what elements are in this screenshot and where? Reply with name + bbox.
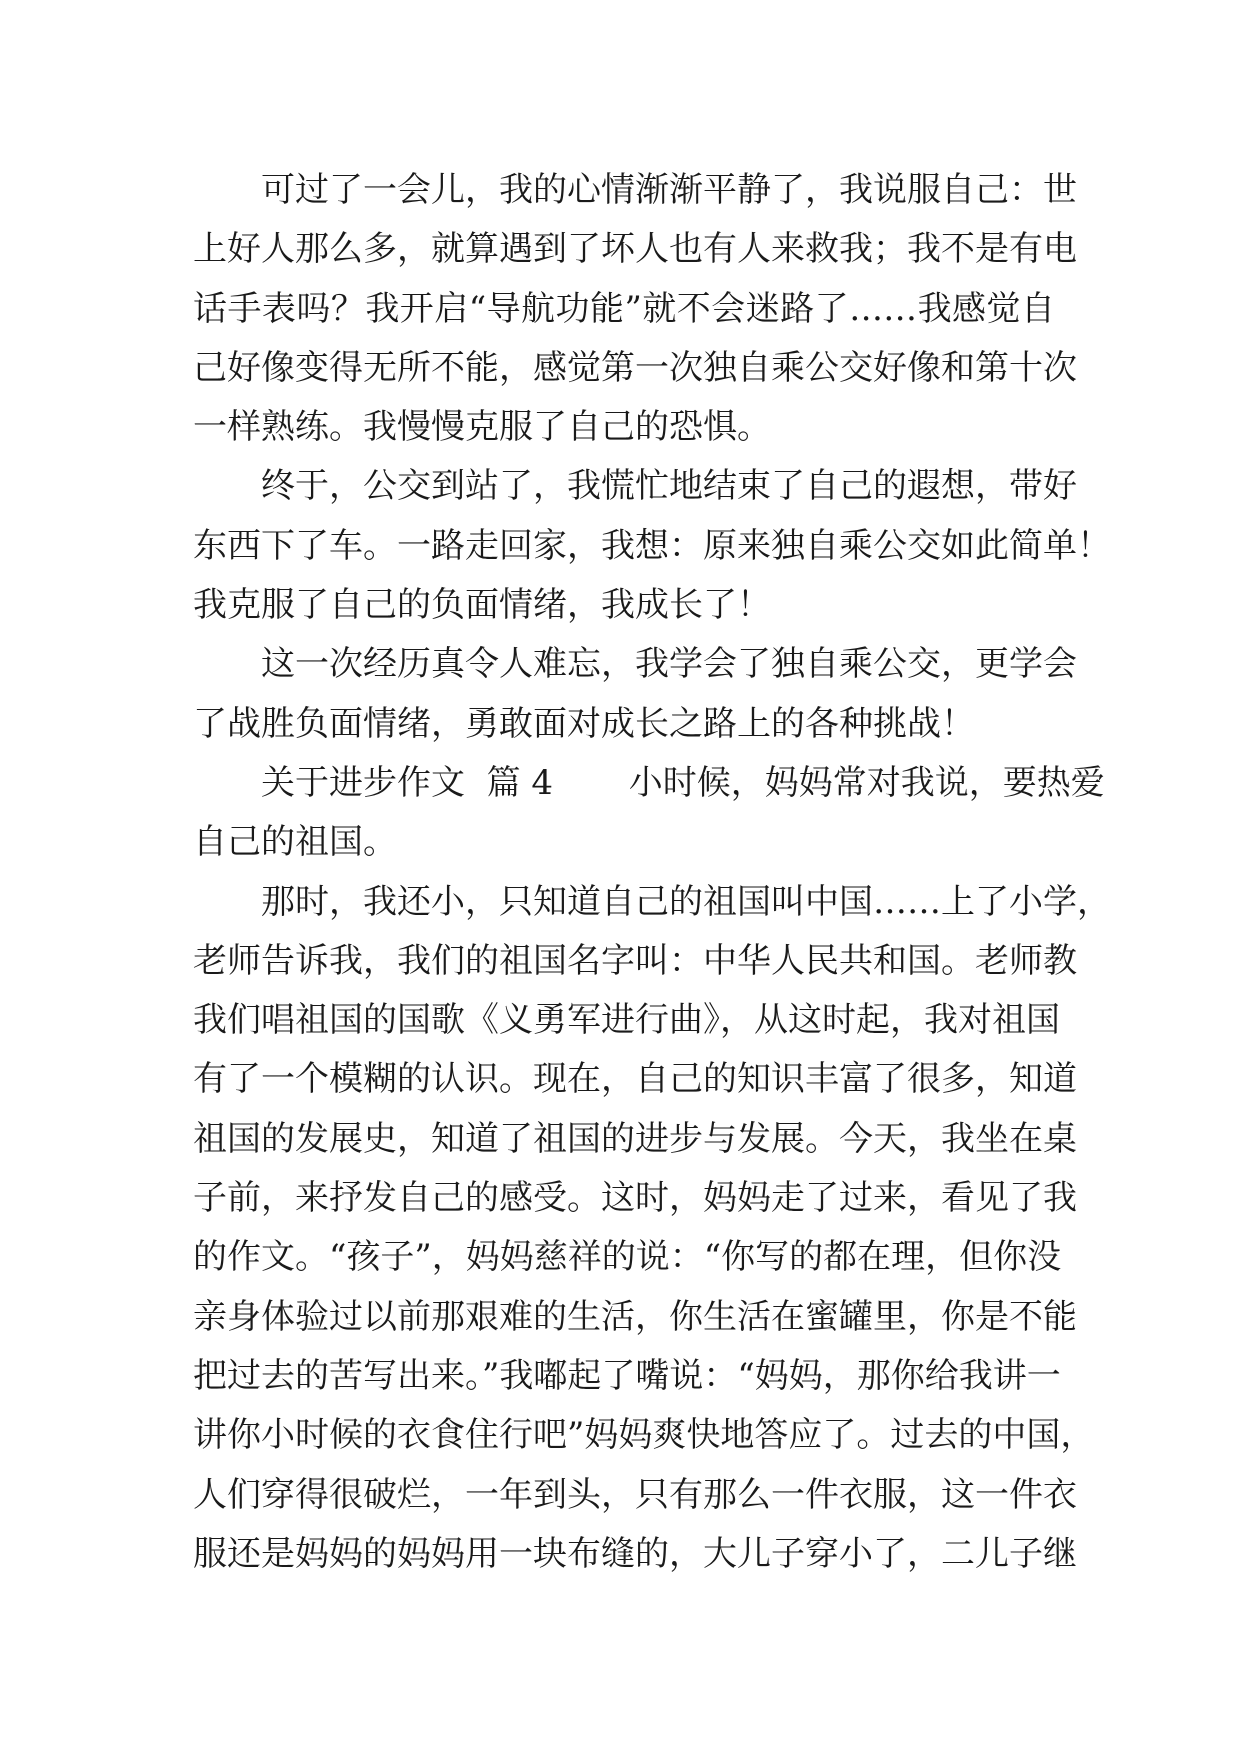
text-line: 关于进步作文 篇 4 小时候，妈妈常对我说，要热爱: [261, 762, 1105, 803]
text-line: 子前，来抒发自己的感受。这时，妈妈走了过来，看见了我: [193, 1178, 1077, 1219]
text-line: 一样熟练。我慢慢克服了自己的恐惧。: [193, 407, 771, 448]
text-line: 可过了一会儿，我的心情渐渐平静了，我说服自己：世: [261, 170, 1077, 210]
text-line: 服还是妈妈的妈妈用一块布缝的，大儿子穿小了，二儿子继: [193, 1533, 1077, 1574]
paragraph: [193, 161, 1077, 457]
paragraph: [193, 635, 1077, 754]
text-line: 的作文。“孩子”，妈妈慈祥的说：“你写的都在理，但你没: [193, 1237, 1062, 1278]
text-line: 己好像变得无所不能，感觉第一次独自乘公交好像和第十次: [193, 347, 1077, 388]
text-line: 这一次经历真令人难忘，我学会了独自乘公交，更学会: [261, 644, 1077, 685]
text-line: 人们穿得很破烂，一年到头，只有那么一件衣服，这一件衣: [193, 1474, 1077, 1515]
paragraph: [193, 873, 1111, 1585]
text-line: 话手表吗？我开启“导航功能”就不会迷路了……我感觉自: [193, 288, 1055, 329]
text-line: 自己的祖国。: [193, 822, 397, 863]
text-line: 祖国的发展史，知道了祖国的进步与发展。今天，我坐在桌: [193, 1118, 1077, 1159]
text-line: 了战胜负面情绪，勇敢面对成长之路上的各种挑战！: [193, 703, 975, 744]
section-heading-paragraph: [193, 754, 1105, 873]
text-line: 把过去的苦写出来。”我嘟起了嘴说：“妈妈，那你给我讲一: [193, 1355, 1061, 1396]
text-line: 有了一个模糊的认识。现在，自己的知识丰富了很多，知道: [193, 1059, 1077, 1100]
text-line: 讲你小时候的衣食住行吧”妈妈爽快地答应了。过去的中国，: [193, 1415, 1095, 1456]
text-line: 上好人那么多，就算遇到了坏人也有人来救我；我不是有电: [193, 229, 1077, 270]
text-line: 老师告诉我，我们的祖国名字叫：中华人民共和国。老师教: [193, 940, 1077, 981]
text-line: 东西下了车。一路走回家，我想：原来独自乘公交如此简单！: [193, 525, 1111, 566]
text-line: 终于，公交到站了，我慌忙地结束了自己的遐想，带好: [261, 466, 1077, 507]
text-line: 我克服了自己的负面情绪，我成长了！: [193, 585, 771, 626]
paragraph: [193, 457, 1111, 635]
text-line: 我们唱祖国的国歌《义勇军进行曲》，从这时起，我对祖国: [193, 1000, 1060, 1041]
text-line: 亲身体验过以前那艰难的生活，你生活在蜜罐里，你是不能: [193, 1296, 1077, 1337]
text-line: 那时，我还小，只知道自己的祖国叫中国……上了小学，: [261, 881, 1111, 922]
essay-body: [193, 161, 1111, 1584]
